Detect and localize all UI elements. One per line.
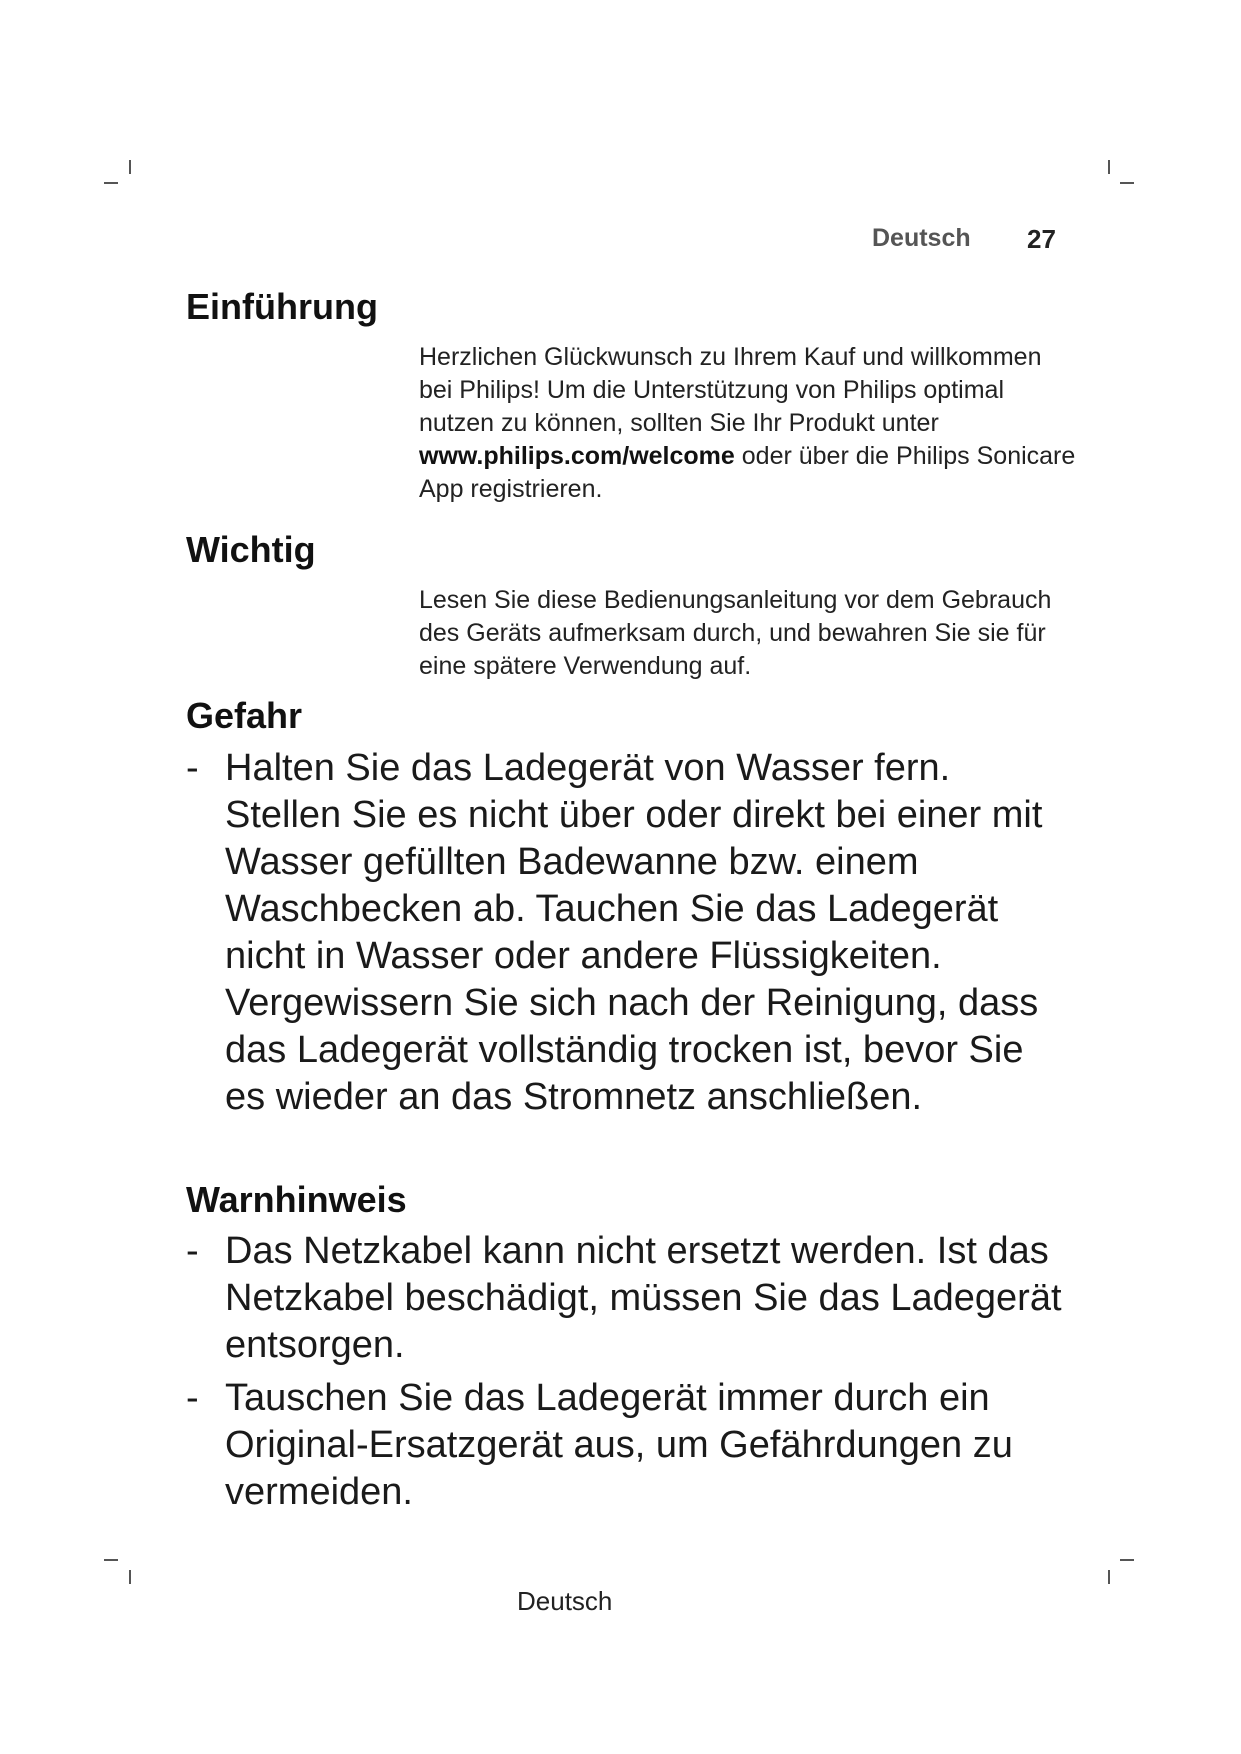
warnhinweis-bullet-text-1: Das Netzkabel kann nicht ersetzt werden. Ist das Netzkabel beschädigt, müssen Sie das Ladegerät entsorgen.: [225, 1230, 1062, 1366]
heading-warnhinweis: Warnhinweis: [186, 1179, 407, 1220]
gefahr-bullet-item: [186, 745, 1066, 1121]
crop-mark-bottom-right-v: [1108, 1570, 1110, 1584]
welcome-link[interactable]: www.philips.com/welcome: [419, 442, 735, 470]
bullet-dash: -: [186, 1230, 199, 1272]
intro-text-after: oder über die Philips Sonicare App registrieren.: [419, 442, 1076, 503]
crop-mark-top-right-h: [1120, 182, 1134, 184]
heading-einfuehrung: Einführung: [186, 286, 378, 327]
warnhinweis-bullet-item: [186, 1228, 1066, 1369]
bullet-dash: -: [186, 1377, 199, 1419]
page-number: 27: [1027, 224, 1056, 254]
heading-wichtig: Wichtig: [186, 529, 316, 570]
heading-gefahr: Gefahr: [186, 695, 303, 736]
warnhinweis-bullet-item: [186, 1375, 1066, 1516]
gefahr-bullet-text: Halten Sie das Ladegerät von Wasser fern. Stellen Sie es nicht über oder direkt bei einer mit Wasser gefüllten Badewanne bzw. einem Waschbecken ab. Tauchen Sie das Ladegerät nicht in Wasser oder andere Flüssigkeiten. Vergewissern Sie sich nach der Reinigung, dass das Ladegerät vollständig trocken ist, bevor Sie es wieder an das Stromnetz anschließen.: [225, 747, 1043, 1118]
header-language: Deutsch: [872, 224, 971, 252]
crop-mark-top-right-v: [1108, 160, 1110, 174]
crop-mark-top-left-h: [104, 182, 118, 184]
crop-mark-bottom-right-h: [1120, 1559, 1134, 1561]
bullet-dash: -: [186, 747, 199, 789]
footer-language: Deutsch: [517, 1586, 613, 1616]
crop-mark-bottom-left-v: [129, 1570, 131, 1584]
intro-paragraph: [419, 341, 1079, 506]
wichtig-paragraph: Lesen Sie diese Bedienungsanleitung vor dem Gebrauch des Geräts aufmerksam durch, und bewahren Sie sie für eine spätere Verwendung auf.: [419, 586, 1052, 680]
crop-mark-bottom-left-h: [104, 1559, 118, 1561]
warnhinweis-bullet-text-2: Tauschen Sie das Ladegerät immer durch ein Original-Ersatzgerät aus, um Gefährdungen zu vermeiden.: [225, 1377, 1013, 1513]
intro-text-before: Herzlichen Glückwunsch zu Ihrem Kauf und willkommen bei Philips! Um die Unterstützung von Philips optimal nutzen zu können, sollten Sie Ihr Produkt unter: [419, 343, 1042, 437]
crop-mark-top-left-v: [129, 160, 131, 174]
